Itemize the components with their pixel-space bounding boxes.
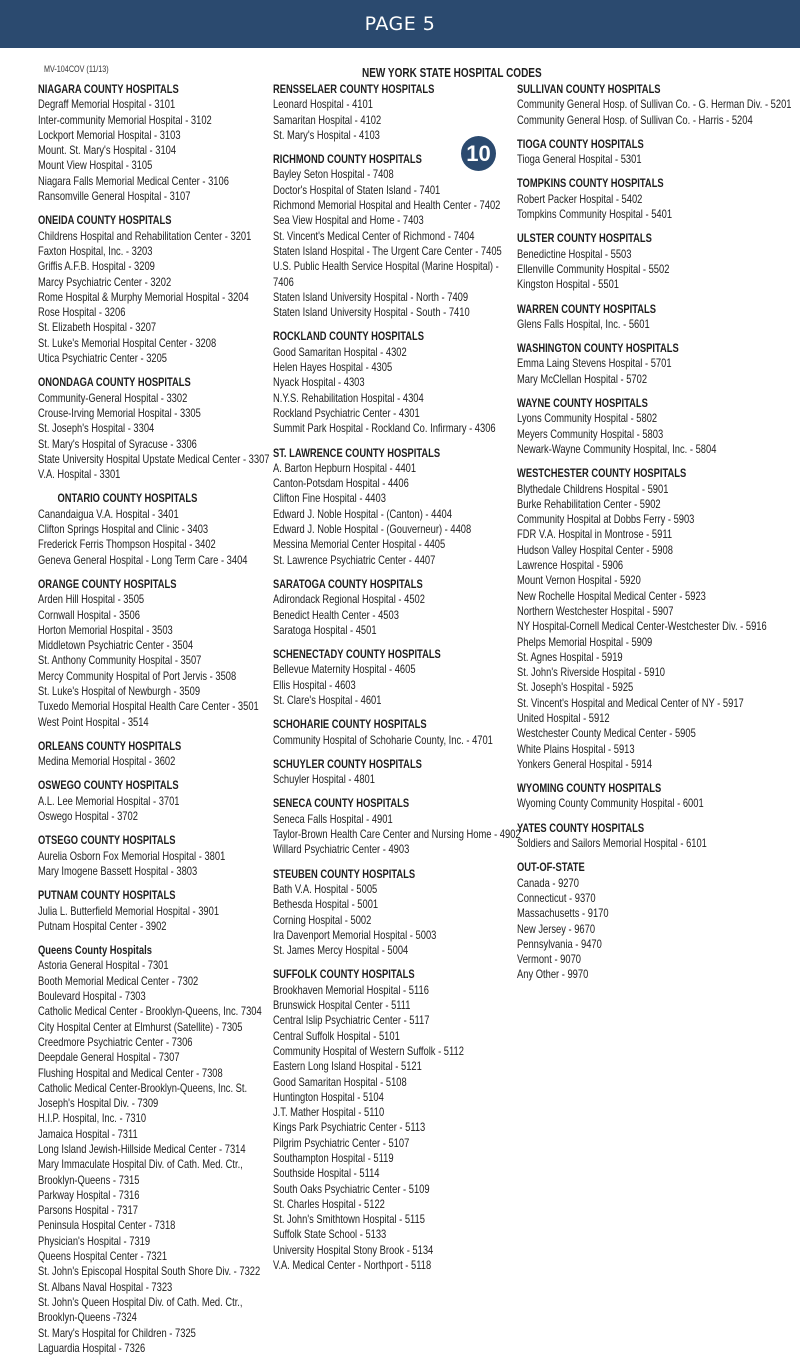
- section-heading: TOMPKINS COUNTY HOSPITALS: [517, 176, 664, 191]
- county-section: [273, 82, 521, 143]
- county-section: [517, 82, 791, 128]
- hospital-code-line: Wyoming County Community Hospital - 6001: [517, 796, 704, 811]
- hospital-code-line: United Hospital - 5912: [517, 710, 610, 725]
- hospital-code-line: St. Charles Hospital - 5122: [273, 1196, 385, 1211]
- hospital-code-line: Astoria General Hospital - 7301: [38, 958, 169, 973]
- county-section: [38, 82, 270, 204]
- hospital-code-line: Oswego Hospital - 3702: [38, 809, 138, 824]
- hospital-code-line: J.T. Mather Hospital - 5110: [273, 1105, 385, 1120]
- section-heading: ST. LAWRENCE COUNTY HOSPITALS: [273, 445, 441, 460]
- hospital-code-line: Benedictine Hospital - 5503: [517, 246, 632, 261]
- section-heading: WASHINGTON COUNTY HOSPITALS: [517, 341, 679, 356]
- county-section: [273, 152, 521, 320]
- hospital-code-line: Lockport Memorial Hospital - 3103: [38, 127, 181, 142]
- section-heading: NIAGARA COUNTY HOSPITALS: [38, 82, 179, 96]
- section-heading: ORANGE COUNTY HOSPITALS: [38, 576, 177, 591]
- hospital-code-line: Clifton Fine Hospital - 4403: [273, 491, 386, 506]
- hospital-code-line: Catholic Medical Center-Brooklyn-Queens, Inc. St.: [38, 1080, 248, 1095]
- column-middle: [273, 82, 521, 1282]
- hospital-code-line: Laguardia Hospital - 7326: [38, 1340, 146, 1355]
- hospital-code-line: Nyack Hospital - 4303: [273, 375, 365, 390]
- hospital-code-line: Eastern Long Island Hospital - 5121: [273, 1059, 422, 1074]
- hospital-code-line: Creedmore Psychiatric Center - 7306: [38, 1034, 193, 1049]
- hospital-code-line: Glens Falls Hospital, Inc. - 5601: [517, 316, 650, 331]
- hospital-code-line: St. Mary's Hospital of Syracuse - 3306: [38, 436, 197, 451]
- county-section: [38, 491, 270, 567]
- section-heading: WARREN COUNTY HOSPITALS: [517, 301, 657, 316]
- hospital-code-line: Willard Psychiatric Center - 4903: [273, 842, 410, 857]
- section-heading: ULSTER COUNTY HOSPITALS: [517, 231, 652, 246]
- hospital-code-line: 7406: [273, 274, 294, 289]
- section-heading: RICHMOND COUNTY HOSPITALS: [273, 152, 422, 167]
- section-heading: OSWEGO COUNTY HOSPITALS: [38, 778, 179, 793]
- hospital-code-line: Medina Memorial Hospital - 3602: [38, 754, 176, 769]
- hospital-code-line: St. John's Queen Hospital Div. of Cath. Med. Ctr.,: [38, 1294, 243, 1309]
- hospital-code-line: Mary McClellan Hospital - 5702: [517, 371, 648, 386]
- county-section: [273, 796, 521, 857]
- hospital-code-line: NY Hospital-Cornell Medical Center-Westchester Div. - 5916: [517, 619, 767, 634]
- hospital-code-line: St. Anthony Community Hospital - 3507: [38, 653, 202, 668]
- county-section: [517, 137, 791, 168]
- hospital-code-line: Seneca Falls Hospital - 4901: [273, 811, 393, 826]
- county-section: [38, 375, 270, 482]
- section-heading: ROCKLAND COUNTY HOSPITALS: [273, 329, 424, 344]
- hospital-code-line: Community-General Hospital - 3302: [38, 390, 188, 405]
- hospital-code-line: Mount Vernon Hospital - 5920: [517, 573, 641, 588]
- hospital-code-line: Geneva General Hospital - Long Term Care - 3404: [38, 552, 248, 567]
- hospital-code-line: Cornwall Hospital - 3506: [38, 607, 140, 622]
- section-heading: SARATOGA COUNTY HOSPITALS: [273, 576, 423, 591]
- hospital-code-line: Joseph's Hospital Div. - 7309: [38, 1096, 159, 1111]
- hospital-code-line: Summit Park Hospital - Rockland Co. Infirmary - 4306: [273, 421, 496, 436]
- county-section: [38, 943, 270, 1356]
- county-section: [517, 860, 791, 982]
- county-section: [517, 176, 791, 222]
- hospital-code-line: Faxton Hospital, Inc. - 3203: [38, 243, 153, 258]
- hospital-code-line: Sea View Hospital and Home - 7403: [273, 213, 424, 228]
- section-heading: STEUBEN COUNTY HOSPITALS: [273, 866, 416, 881]
- hospital-code-line: Schuyler Hospital - 4801: [273, 772, 375, 787]
- county-section: [38, 577, 270, 730]
- hospital-code-line: St. Vincent's Hospital and Medical Center of NY - 5917: [517, 695, 744, 710]
- hospital-code-line: Northern Westchester Hospital - 5907: [517, 603, 674, 618]
- hospital-code-line: Canton-Potsdam Hospital - 4406: [273, 476, 409, 491]
- hospital-code-line: Hudson Valley Hospital Center - 5908: [517, 542, 673, 557]
- section-heading: SCHOHARIE COUNTY HOSPITALS: [273, 717, 427, 732]
- hospital-code-line: Rockland Psychiatric Center - 4301: [273, 405, 420, 420]
- hospital-code-line: V.A. Medical Center - Northport - 5118: [273, 1258, 432, 1273]
- hospital-code-line: Mercy Community Hospital of Port Jervis - 3508: [38, 668, 237, 683]
- hospital-code-line: St. Elizabeth Hospital - 3207: [38, 320, 157, 335]
- hospital-code-line: A.L. Lee Memorial Hospital - 3701: [38, 793, 180, 808]
- section-heading: WESTCHESTER COUNTY HOSPITALS: [517, 466, 687, 481]
- hospital-code-line: Arden Hill Hospital - 3505: [38, 592, 145, 607]
- hospital-code-line: Pilgrim Psychiatric Center - 5107: [273, 1135, 410, 1150]
- hospital-code-line: St. Luke's Hospital of Newburgh - 3509: [38, 683, 201, 698]
- hospital-code-line: Taylor-Brown Health Care Center and Nursing Home - 4902: [273, 827, 521, 842]
- hospital-code-line: Jamaica Hospital - 7311: [38, 1126, 138, 1141]
- hospital-code-line: Central Islip Psychiatric Center - 5117: [273, 1013, 430, 1028]
- hospital-code-line: Ransomville General Hospital - 3107: [38, 189, 191, 204]
- hospital-code-line: A. Barton Hepburn Hospital - 4401: [273, 460, 417, 475]
- section-heading: OUT-OF-STATE: [517, 860, 585, 875]
- hospital-code-line: Physician's Hospital - 7319: [38, 1233, 151, 1248]
- hospital-code-line: Helen Hayes Hospital - 4305: [273, 360, 393, 375]
- hospital-code-line: Yonkers General Hospital - 5914: [517, 756, 652, 771]
- hospital-code-line: Degraff Memorial Hospital - 3101: [38, 97, 176, 112]
- hospital-code-line: St. Luke's Memorial Hospital Center - 3208: [38, 335, 217, 350]
- hospital-code-line: St. Mary's Hospital - 4103: [273, 127, 380, 142]
- county-section: [517, 396, 791, 457]
- hospital-code-line: Community Hospital of Western Suffolk - 5112: [273, 1043, 464, 1058]
- hospital-code-line: Vermont - 9070: [517, 952, 582, 967]
- county-section: [273, 577, 521, 638]
- county-section: [38, 833, 270, 879]
- hospital-code-line: Samaritan Hospital - 4102: [273, 112, 382, 127]
- hospital-code-line: Tompkins Community Hospital - 5401: [517, 207, 673, 222]
- county-section: [273, 867, 521, 959]
- hospital-code-line: FDR V.A. Hospital in Montrose - 5911: [517, 527, 673, 542]
- county-section: [273, 647, 521, 708]
- section-heading: WYOMING COUNTY HOSPITALS: [517, 781, 662, 796]
- county-section: [517, 231, 791, 292]
- hospital-code-line: Mount View Hospital - 3105: [38, 158, 153, 173]
- section-heading: ONTARIO COUNTY HOSPITALS: [57, 491, 198, 506]
- hospital-code-line: Brooklyn-Queens - 7315: [38, 1172, 140, 1187]
- hospital-code-line: Edward J. Noble Hospital - (Canton) - 4404: [273, 506, 452, 521]
- section-heading: ONEIDA COUNTY HOSPITALS: [38, 213, 172, 228]
- hospital-code-line: Messina Memorial Center Hospital - 4405: [273, 537, 446, 552]
- hospital-code-line: Ellis Hospital - 4603: [273, 677, 356, 692]
- county-section: [517, 302, 791, 333]
- hospital-code-line: Mount. St. Mary's Hospital - 3104: [38, 143, 177, 158]
- hospital-code-line: Corning Hospital - 5002: [273, 912, 372, 927]
- hospital-code-line: V.A. Hospital - 3301: [38, 467, 121, 482]
- hospital-code-line: Suffolk State School - 5133: [273, 1227, 387, 1242]
- section-heading: Queens County Hospitals: [38, 943, 152, 958]
- hospital-code-line: Meyers Community Hospital - 5803: [517, 426, 664, 441]
- hospital-code-line: Ira Davenport Memorial Hospital - 5003: [273, 927, 437, 942]
- county-section: [38, 213, 270, 366]
- hospital-code-line: Crouse-Irving Memorial Hospital - 3305: [38, 405, 201, 420]
- hospital-code-line: Mary Immaculate Hospital Div. of Cath. Med. Ctr.,: [38, 1157, 243, 1172]
- hospital-code-line: Brookhaven Memorial Hospital - 5116: [273, 982, 429, 997]
- section-heading: SUFFOLK COUNTY HOSPITALS: [273, 967, 415, 982]
- hospital-code-line: Connecticut - 9370: [517, 890, 596, 905]
- hospital-code-line: Newark-Wayne Community Hospital, Inc. - 5804: [517, 441, 717, 456]
- hospital-code-line: Any Other - 9970: [517, 967, 589, 982]
- county-section: [38, 739, 270, 770]
- hospital-code-line: St. Mary's Hospital for Children - 7325: [38, 1325, 196, 1340]
- section-heading: ONONDAGA COUNTY HOSPITALS: [38, 375, 191, 390]
- county-section: [38, 778, 270, 824]
- column-right: [517, 82, 791, 992]
- hospital-code-line: New Rochelle Hospital Medical Center - 5923: [517, 588, 706, 603]
- section-heading: YATES COUNTY HOSPITALS: [517, 820, 645, 835]
- hospital-code-line: Good Samaritan Hospital - 4302: [273, 344, 407, 359]
- hospital-code-line: Utica Psychiatric Center - 3205: [38, 351, 168, 366]
- hospital-code-line: Good Samaritan Hospital - 5108: [273, 1074, 407, 1089]
- hospital-code-line: Pennsylvania - 9470: [517, 936, 602, 951]
- hospital-code-line: Southside Hospital - 5114: [273, 1166, 380, 1181]
- hospital-code-line: Mary Imogene Bassett Hospital - 3803: [38, 863, 198, 878]
- hospital-code-line: Brooklyn-Queens -7324: [38, 1310, 137, 1325]
- hospital-code-line: Blythedale Childrens Hospital - 5901: [517, 481, 669, 496]
- hospital-code-line: Staten Island University Hospital - South - 7410: [273, 305, 470, 320]
- hospital-code-line: Emma Laing Stevens Hospital - 5701: [517, 356, 672, 371]
- hospital-code-line: Kings Park Psychiatric Center - 5113: [273, 1120, 426, 1135]
- county-section: [517, 821, 791, 852]
- hospital-code-line: Edward J. Noble Hospital - (Gouverneur) - 4408: [273, 522, 472, 537]
- section-heading: SENECA COUNTY HOSPITALS: [273, 796, 410, 811]
- county-section: [517, 341, 791, 387]
- hospital-code-line: St. James Mercy Hospital - 5004: [273, 943, 409, 958]
- hospital-code-line: Brunswick Hospital Center - 5111: [273, 998, 411, 1013]
- hospital-code-line: Canada - 9270: [517, 875, 579, 890]
- hospital-code-line: Soldiers and Sailors Memorial Hospital - 6101: [517, 836, 707, 851]
- hospital-code-line: Frederick Ferris Thompson Hospital - 3402: [38, 537, 216, 552]
- hospital-code-line: Community Hospital at Dobbs Ferry - 5903: [517, 512, 695, 527]
- hospital-code-line: Burke Rehabilitation Center - 5902: [517, 496, 661, 511]
- county-section: [517, 781, 791, 812]
- hospital-code-line: Leonard Hospital - 4101: [273, 97, 373, 112]
- hospital-code-line: Parkway Hospital - 7316: [38, 1187, 140, 1202]
- hospital-code-line: Childrens Hospital and Rehabilitation Center - 3201: [38, 228, 252, 243]
- hospital-code-line: Community General Hosp. of Sullivan Co. - G. Herman Div. - 5201: [517, 97, 792, 112]
- hospital-code-line: Huntington Hospital - 5104: [273, 1089, 384, 1104]
- hospital-code-line: N.Y.S. Rehabilitation Hospital - 4304: [273, 390, 424, 405]
- hospital-code-line: Griffis A.F.B. Hospital - 3209: [38, 259, 155, 274]
- hospital-code-line: Inter-community Memorial Hospital - 3102: [38, 112, 212, 127]
- county-section: [38, 888, 270, 934]
- hospital-code-line: St. Agnes Hospital - 5919: [517, 649, 623, 664]
- hospital-code-line: State University Hospital Upstate Medical Center - 3307: [38, 451, 270, 466]
- hospital-code-line: University Hospital Stony Brook - 5134: [273, 1242, 434, 1257]
- county-section: [273, 329, 521, 436]
- hospital-code-line: Canandaigua V.A. Hospital - 3401: [38, 506, 179, 521]
- county-section: [517, 466, 791, 772]
- hospital-code-line: Bethesda Hospital - 5001: [273, 897, 379, 912]
- hospital-code-line: Phelps Memorial Hospital - 5909: [517, 634, 653, 649]
- county-section: [273, 967, 521, 1273]
- hospital-code-line: Aurelia Osborn Fox Memorial Hospital - 3801: [38, 848, 226, 863]
- section-heading: RENSSELAER COUNTY HOSPITALS: [273, 82, 435, 96]
- county-section: [273, 446, 521, 568]
- hospital-code-line: St. Clare's Hospital - 4601: [273, 692, 382, 707]
- hospital-code-line: Robert Packer Hospital - 5402: [517, 191, 643, 206]
- hospital-code-line: Southampton Hospital - 5119: [273, 1151, 394, 1165]
- hospital-code-line: St. Joseph's Hospital - 5925: [517, 680, 634, 695]
- hospital-code-line: U.S. Public Health Service Hospital (Marine Hospital) -: [273, 259, 499, 274]
- section-heading: TIOGA COUNTY HOSPITALS: [517, 136, 644, 151]
- hospital-code-line: Flushing Hospital and Medical Center - 7308: [38, 1065, 223, 1080]
- page-number-title: PAGE 5: [364, 13, 436, 35]
- column-left: [38, 82, 270, 1365]
- section-heading: SULLIVAN COUNTY HOSPITALS: [517, 82, 661, 96]
- hospital-code-line: Adirondack Regional Hospital - 4502: [273, 592, 425, 607]
- hospital-code-line: Marcy Psychiatric Center - 3202: [38, 274, 172, 289]
- hospital-code-line: Tuxedo Memorial Hospital Health Care Center - 3501: [38, 699, 259, 714]
- hospital-code-line: Long Island Jewish-Hillside Medical Center - 7314: [38, 1142, 246, 1156]
- hospital-code-line: St. Albans Naval Hospital - 7323: [38, 1279, 173, 1294]
- hospital-code-line: Staten Island University Hospital - North - 7409: [273, 289, 469, 304]
- hospital-code-line: Julia L. Butterfield Memorial Hospital - 3901: [38, 903, 220, 918]
- hospital-code-line: Queens Hospital Center - 7321: [38, 1249, 168, 1264]
- hospital-code-line: Niagara Falls Memorial Medical Center - 3106: [38, 173, 229, 188]
- hospital-code-line: Community Hospital of Schoharie County, Inc. - 4701: [273, 732, 493, 747]
- section-heading: OTSEGO COUNTY HOSPITALS: [38, 833, 176, 848]
- hospital-code-line: Massachusetts - 9170: [517, 906, 609, 921]
- hospital-code-line: South Oaks Psychiatric Center - 5109: [273, 1181, 430, 1196]
- section-heading: ORLEANS COUNTY HOSPITALS: [38, 738, 182, 753]
- hospital-code-line: Ellenville Community Hospital - 5502: [517, 261, 670, 276]
- hospital-code-line: Saratoga Hospital - 4501: [273, 622, 377, 637]
- county-section: [273, 757, 521, 788]
- form-number: MV-104COV (11/13): [44, 64, 109, 74]
- hospital-code-line: Staten Island Hospital - The Urgent Care Center - 7405: [273, 243, 502, 258]
- hospital-code-line: Bayley Seton Hospital - 7408: [273, 167, 394, 182]
- hospital-code-line: Catholic Medical Center - Brooklyn-Queens, Inc. 7304: [38, 1004, 262, 1019]
- hospital-code-line: Middletown Psychiatric Center - 3504: [38, 638, 194, 653]
- hospital-code-line: H.I.P. Hospital, Inc. - 7310: [38, 1111, 147, 1126]
- hospital-code-line: Rome Hospital & Murphy Memorial Hospital - 3204: [38, 289, 249, 304]
- hospital-code-line: Bellevue Maternity Hospital - 4605: [273, 662, 416, 677]
- hospital-code-line: Community General Hosp. of Sullivan Co. - Harris - 5204: [517, 112, 753, 127]
- hospital-code-line: St. Joseph's Hospital - 3304: [38, 421, 155, 436]
- hospital-code-line: St. Vincent's Medical Center of Richmond - 7404: [273, 228, 475, 243]
- section-heading: SCHUYLER COUNTY HOSPITALS: [273, 756, 422, 771]
- hospital-code-line: Lyons Community Hospital - 5802: [517, 411, 658, 426]
- hospital-code-line: Bath V.A. Hospital - 5005: [273, 881, 378, 896]
- document-title: NEW YORK STATE HOSPITAL CODES: [362, 66, 542, 80]
- section-heading: WAYNE COUNTY HOSPITALS: [517, 396, 648, 411]
- county-section: [273, 717, 521, 748]
- page-banner: [0, 0, 800, 48]
- hospital-code-line: Central Suffolk Hospital - 5101: [273, 1028, 400, 1043]
- hospital-code-line: Boulevard Hospital - 7303: [38, 989, 146, 1004]
- hospital-code-line: City Hospital Center at Elmhurst (Satellite) - 7305: [38, 1019, 243, 1034]
- hospital-code-line: Lawrence Hospital - 5906: [517, 558, 624, 573]
- hospital-code-line: Doctor's Hospital of Staten Island - 7401: [273, 182, 441, 197]
- hospital-code-line: New Jersey - 9670: [517, 921, 596, 936]
- section-heading: SCHENECTADY COUNTY HOSPITALS: [273, 647, 441, 662]
- hospital-code-line: Westchester County Medical Center - 5905: [517, 726, 696, 741]
- hospital-code-line: Kingston Hospital - 5501: [517, 277, 619, 292]
- hospital-code-line: Tioga General Hospital - 5301: [517, 152, 642, 167]
- hospital-code-line: Putnam Hospital Center - 3902: [38, 918, 167, 933]
- hospital-code-line: St. Lawrence Psychiatric Center - 4407: [273, 552, 436, 567]
- hospital-code-line: White Plains Hospital - 5913: [517, 741, 635, 756]
- hospital-code-line: Parsons Hospital - 7317: [38, 1203, 138, 1218]
- hospital-code-line: Deepdale General Hospital - 7307: [38, 1050, 180, 1065]
- hospital-code-line: St. John's Riverside Hospital - 5910: [517, 665, 665, 680]
- hospital-code-line: Booth Memorial Medical Center - 7302: [38, 973, 199, 988]
- hospital-code-line: Clifton Springs Hospital and Clinic - 3403: [38, 522, 209, 537]
- hospital-code-line: Richmond Memorial Hospital and Health Center - 7402: [273, 198, 501, 213]
- hospital-code-line: Benedict Health Center - 4503: [273, 607, 399, 622]
- hospital-code-line: West Point Hospital - 3514: [38, 714, 149, 729]
- section-heading: PUTNAM COUNTY HOSPITALS: [38, 888, 176, 903]
- hospital-code-line: St. John's Episcopal Hospital South Shore Div. - 7322: [38, 1264, 261, 1279]
- hospital-code-line: Horton Memorial Hospital - 3503: [38, 622, 173, 637]
- hospital-code-line: Rose Hospital - 3206: [38, 305, 126, 320]
- page-badge: 10: [461, 136, 496, 171]
- hospital-code-line: Peninsula Hospital Center - 7318: [38, 1218, 176, 1233]
- hospital-code-line: St. John's Smithtown Hospital - 5115: [273, 1212, 425, 1227]
